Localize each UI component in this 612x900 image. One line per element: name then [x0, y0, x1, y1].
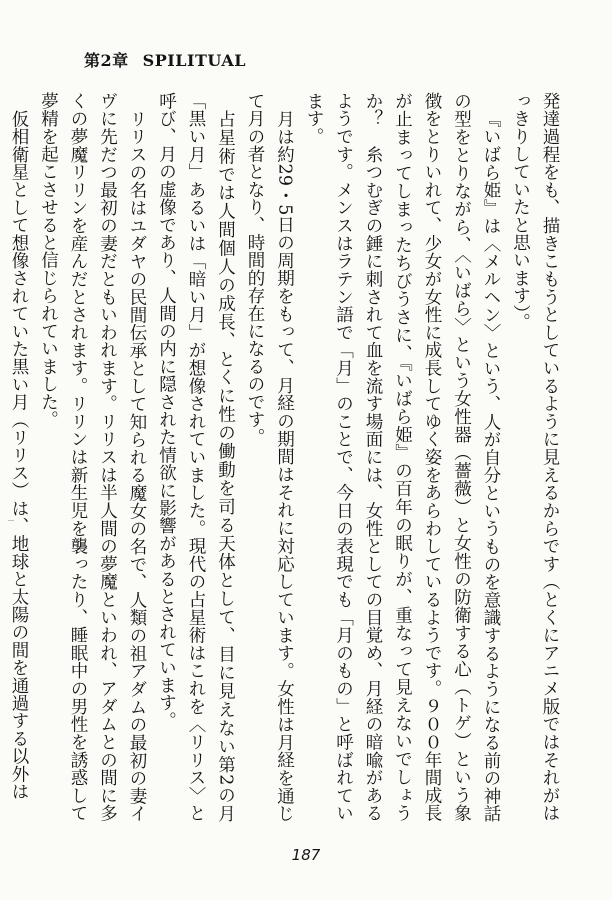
vertical-body-text	[9, 92, 564, 822]
scan-artifact	[8, 520, 14, 524]
running-header	[84, 48, 246, 71]
paragraph: 仮相衛星として想像されていた黒い月（リリス）は、地球と太陽の間を通過する以外は	[9, 109, 29, 800]
paragraph: リリスの名はユダヤの民間伝承として知られる魔女の名で、人類の祖アダムの最初の妻イヴに先だつ最初の妻だともいわれます。リリスは半人間の夢魔といわれ、アダムとの間に多くの夢魔リリンを産んだとされます。リリンは新生児を襲ったり、睡眠中の男性を誘惑して夢精を起こさせると信じられていました。	[38, 92, 147, 822]
chapter-title: SPILITUAL	[142, 51, 246, 70]
chapter-label: 第2章	[84, 51, 129, 70]
paragraph: 占星術では人間個人の成長、とくに性の働動を司る天体として、目に見えない第2の月「黒い月」あるいは「暗い月」が想像されていました。現代の占星術はこれを〈リリス〉と呼び、月の虚像であり、人間の内に隠された情欲に影響があるとされています。	[156, 92, 236, 822]
page-number: 187	[291, 846, 321, 864]
paragraph: 『いばら姫』は〈メルヘン〉という、人が自分というものを意識するようになる前の神話の型をとりながら、〈いばら〉という女性器（薔薇）と女性の防衛する心（トゲ）という象徴をとりいれて、少女が女性に成長してゆく姿をあらわしているようです。９００年間成長が止まってしまったちびうさに、『いばら姫』の百年の眠りが、重なって見えないでしょうか？ 糸つむぎの錘に刺されて血を流す場面には、女性としての目覚め、月経の暗喩があるようです。メンスはラテン語で「月」のことで、今日の表現でも「月のもの」と呼ばれています。	[304, 92, 501, 822]
paragraph: 発達過程をも、描きこもうとしているように見えるからです（とくにアニメ版ではそれがはっきりしていたと思います）。	[510, 92, 560, 822]
paragraph: 月は約29・5日の周期をもって、月経の期間はそれに対応しています。女性は月経を通じて月の者となり、時間的存在になるのです。	[245, 92, 295, 822]
